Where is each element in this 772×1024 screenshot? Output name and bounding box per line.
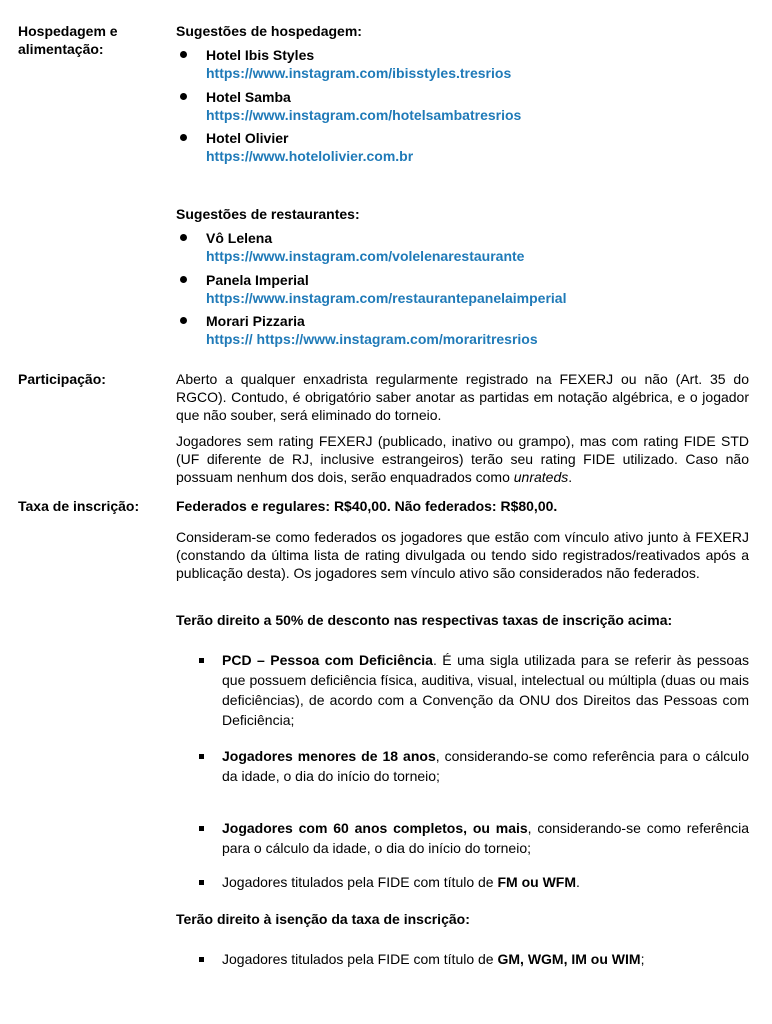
taxa-paragraph: Consideram-se como federados os jogadores que estão com vínculo ativo junto à FEXERJ (constando da última lista de rating divulgada ou tendo sido registrados/reativados após a publicação desta). Os jogadores sem vínculo ativo são considerados não federados.: [176, 529, 749, 581]
discount-item-seniors: [222, 818, 749, 858]
participacao-paragraph-2: [176, 432, 749, 486]
square-bullet-icon: [199, 880, 204, 885]
square-bullet-icon: [199, 957, 204, 962]
text-span: .: [568, 469, 573, 485]
bullet-icon: [180, 317, 187, 324]
hotels-title: Sugestões de hospedagem:: [176, 23, 362, 39]
square-bullet-icon: [199, 658, 204, 663]
text-span: ;: [640, 951, 645, 967]
square-bullet-icon: [199, 754, 204, 759]
bold-text: GM, WGM, IM ou WIM: [497, 951, 641, 967]
square-bullet-icon: [199, 826, 204, 831]
bold-text: Jogadores com 60 anos completos, ou mais: [222, 820, 528, 836]
restaurant-link[interactable]: https://www.instagram.com/volelenarestaurante: [206, 248, 525, 264]
bold-text: FM ou WFM: [497, 874, 577, 890]
text-span: . É uma sigla utilizada para se referir às pessoas que possuem deficiência física, auditiva, visual, intelectual ou múltipla (duas ou mais deficiências), de acordo com a Convenção da ONU dos Direitos das Pessoas com Deficiência;: [222, 652, 749, 728]
text-span: .: [576, 874, 580, 890]
bold-text: PCD – Pessoa com Deficiência: [222, 652, 433, 668]
discount-title: Terão direito a 50% de desconto nas respectivas taxas de inscrição acima:: [176, 612, 673, 628]
hotel-name: Hotel Samba: [206, 89, 291, 105]
restaurant-link[interactable]: https:// https://www.instagram.com/moraritresrios: [206, 331, 538, 347]
participacao-paragraph-1: Aberto a qualquer enxadrista regularmente registrado na FEXERJ ou não (Art. 35 do RGCO). Contudo, é obrigatório saber anotar as partidas em notação algébrica, e o jogador que não souber, será eliminado do torneio.: [176, 371, 749, 423]
text-span: , considerando-se como referência para o cálculo da idade, o dia do início do torneio;: [222, 820, 749, 856]
discount-item-minors: [222, 746, 749, 786]
exempt-item: [222, 949, 749, 969]
hotel-name: Hotel Ibis Styles: [206, 47, 315, 63]
hotel-name: Hotel Olivier: [206, 130, 289, 146]
text-span: Jogadores titulados pela FIDE com título de: [222, 874, 498, 890]
restaurant-link[interactable]: https://www.instagram.com/restaurantepanelaimperial: [206, 290, 567, 306]
section-label-hospedagem: [18, 22, 118, 58]
bullet-icon: [180, 134, 187, 141]
text-span: Jogadores sem rating FEXERJ (publicado, inativo ou grampo), mas com rating FIDE STD (UF diferente de RJ, inclusive estrangeiros) terão seu rating FIDE utilizado. Caso não possuam nenhum dos dois, serão enquadrados como: [176, 433, 749, 485]
label-line-2: alimentação:: [18, 41, 104, 57]
text-span: , considerando-se como referência para o cálculo da idade, o dia do início do torneio;: [222, 748, 749, 784]
participacao-content: [176, 370, 749, 486]
hotel-link[interactable]: https://www.hotelolivier.com.br: [206, 148, 414, 164]
bullet-icon: [180, 51, 187, 58]
discount-item-pcd: [222, 650, 749, 730]
restaurant-name: Panela Imperial: [206, 272, 309, 288]
restaurants-title: Sugestões de restaurantes:: [176, 206, 360, 222]
restaurant-name: Vô Lelena: [206, 230, 273, 246]
section-label-taxa: Taxa de inscrição:: [18, 498, 140, 514]
unrateds-term: unrateds: [513, 469, 569, 485]
hotel-link[interactable]: https://www.instagram.com/hotelsambatresrios: [206, 107, 522, 123]
label-line-1: Hospedagem e: [18, 23, 118, 39]
exempt-title: Terão direito à isenção da taxa de inscrição:: [176, 911, 470, 927]
hotel-link[interactable]: https://www.instagram.com/ibisstyles.tresrios: [206, 65, 512, 81]
text-span: Jogadores titulados pela FIDE com título de: [222, 951, 498, 967]
bold-text: Jogadores menores de 18 anos: [222, 748, 436, 764]
section-label-participacao: Participação:: [18, 371, 106, 387]
bullet-icon: [180, 276, 187, 283]
bullet-icon: [180, 93, 187, 100]
fees-line: Federados e regulares: R$40,00. Não federados: R$80,00.: [176, 498, 558, 514]
discount-item-titled: [222, 872, 749, 892]
restaurant-name: Morari Pizzaria: [206, 313, 305, 329]
bullet-icon: [180, 234, 187, 241]
